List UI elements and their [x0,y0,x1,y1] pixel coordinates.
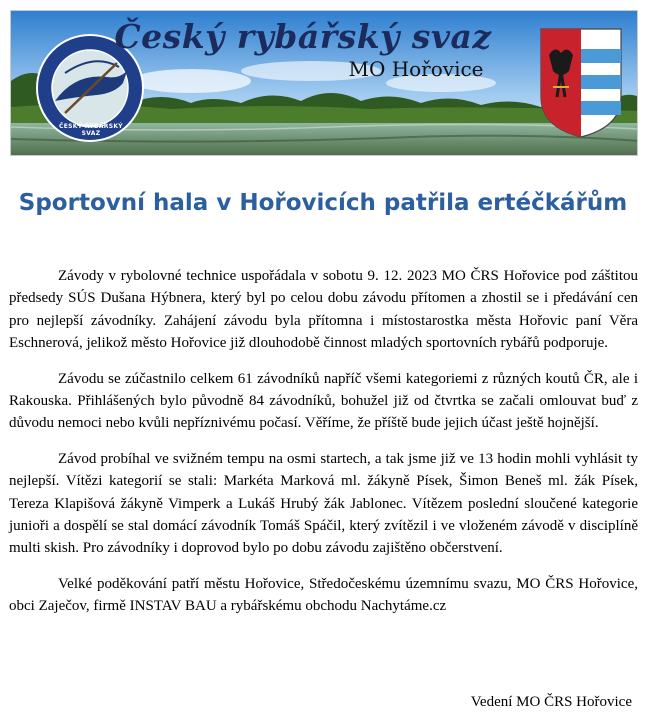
article-paragraph: Závody v rybolovné technice uspořádala v sobotu 9. 12. 2023 MO ČRS Hořovice pod záštitou předsedy SÚS Dušana Hýbnera, který byl po celou dobu závodu přítomen a zhostil se i předávání cen pro nejlepší závodníky. Zahájení závodu byla přítomna i místostarostka města Hořovic paní Věra Eschnerová, jelikož město Hořovice již dlouhodobě činnost mladých sportovních rybářů podporuje. [9,268,638,352]
coat-of-arms-icon [539,27,623,139]
article-body [9,265,638,631]
header-banner [10,10,638,156]
article-signature: Vedení MO ČRS Hořovice [470,694,632,710]
article-paragraph: Závod probíhal ve svižném tempu na osmi startech, a tak jsme již ve 13 hodin mohli vyhlásit ty nejlepší. Vítězi kategorií se stali: Markéta Marková ml. žákyně Písek, Šimon Beneš ml. žák Písek, Tereza Klapišová žákyně Vimperk a Lukáš Hrubý žák Jablonec. Vítězem poslední sloučené kategorie junioři a dospělí se stal domácí závodník Tomáš Spáčil, který zvítězil i ve vloženém závodě v disciplíně multi skish. Pro závodníky i doprovod bylo po dobu závodu zajištěno občerstvení. [9,450,638,557]
union-logo-text: ČESKÝ RYBÁŘSKÝ SVAZ [59,123,123,137]
article-paragraph: Závodu se zúčastnilo celkem 61 závodníků napříč všemi kategoriemi z různých koutů ČR, ale i Rakouska. Přihlášených bylo původně 84 závodníků, bohužel již od čtvrtka se začali omlouvat buď z důvodu nemoci nebo kvůli nepříznivému počasí. Věříme, že příště bude jejich účast ještě hojnější. [9,370,638,432]
banner-title: Český rybářský svaz [114,17,492,56]
article-paragraph: Velké poděkování patří městu Hořovice, Středočeskému územnímu svazu, MO ČRS Hořovice, obci Zaječov, firmě INSTAV BAU a rybářskému obchodu Nachytáme.cz [9,575,638,615]
banner-subtitle: MO Hořovice [348,57,484,81]
article-headline: Sportovní hala v Hořovicích patřila ertéčkářům [18,190,628,216]
